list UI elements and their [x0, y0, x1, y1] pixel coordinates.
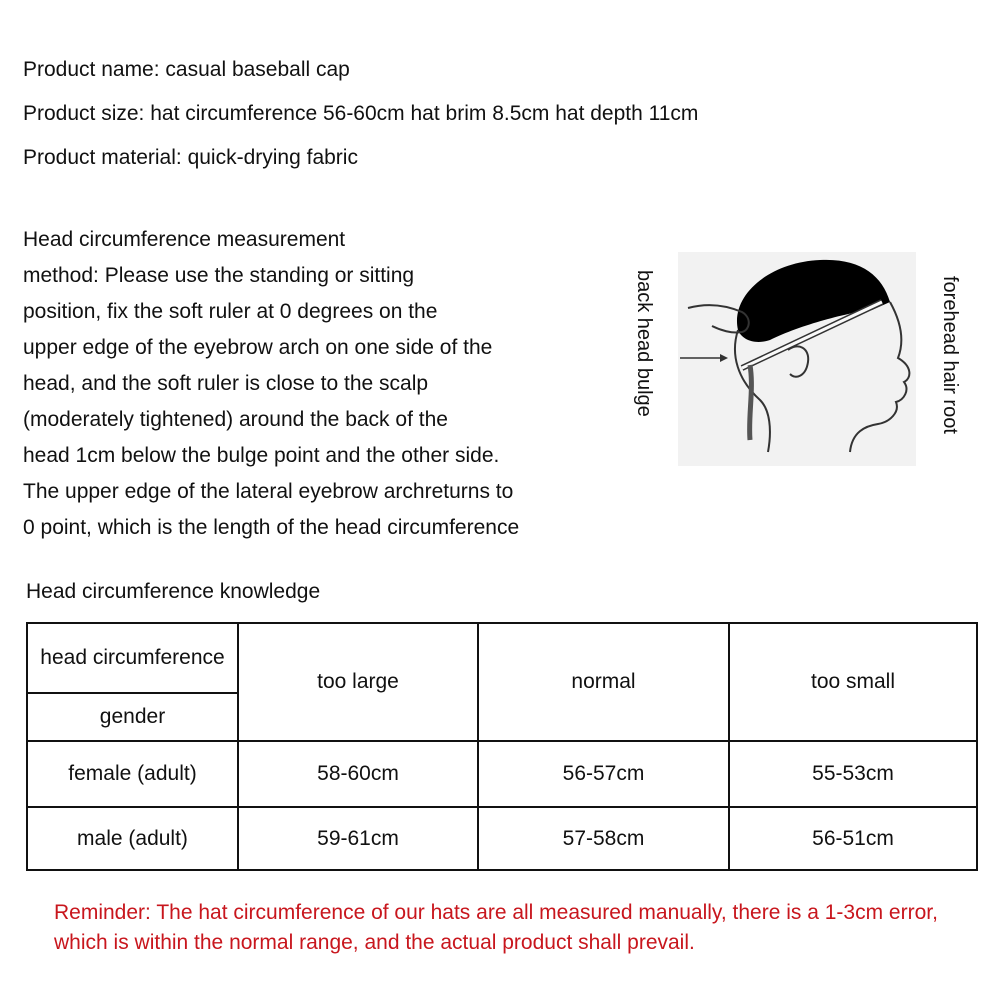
- header-gender: gender: [99, 705, 166, 728]
- method-line: position, fix the soft ruler at 0 degrees on the: [23, 300, 438, 323]
- column-header: too large: [238, 623, 478, 741]
- column-header: too small: [729, 623, 977, 741]
- forehead-label: forehead hair root: [939, 276, 961, 434]
- method-line: Head circumference measurement: [23, 228, 346, 251]
- head-illustration: [620, 240, 980, 480]
- table-header-row: [27, 623, 977, 741]
- head-measurement-figure: [620, 240, 980, 480]
- method-line: (moderately tightened) around the back of the: [23, 408, 448, 431]
- product-size: Product size: hat circumference 56-60cm hat brim 8.5cm hat depth 11cm: [23, 102, 699, 125]
- table-cell: 58-60cm: [238, 741, 478, 807]
- back-head-label: back head bulge: [633, 270, 655, 417]
- header-head-circumference: head circumference: [28, 624, 237, 694]
- product-material: Product material: quick-drying fabric: [23, 146, 358, 169]
- table-cell: 59-61cm: [238, 807, 478, 870]
- method-line: head 1cm below the bulge point and the other side.: [23, 444, 500, 467]
- method-line: method: Please use the standing or sitting: [23, 264, 415, 287]
- table-cell: 56-51cm: [729, 807, 977, 870]
- table-cell: 55-53cm: [729, 741, 977, 807]
- table-row: [27, 807, 977, 870]
- row-label: male (adult): [27, 807, 238, 870]
- table-cell: 56-57cm: [478, 741, 729, 807]
- header-corner-cell: [27, 623, 238, 741]
- reminder-note: Reminder: The hat circumference of our hats are all measured manually, there is a 1-3cm error, which is within the normal range, and the actual product shall prevail.: [54, 901, 938, 954]
- method-line: The upper edge of the lateral eyebrow archreturns to: [23, 480, 514, 503]
- method-line: upper edge of the eyebrow arch on one side of the: [23, 336, 493, 359]
- row-label: female (adult): [27, 741, 238, 807]
- product-name: Product name: casual baseball cap: [23, 58, 350, 81]
- size-table: [26, 622, 978, 871]
- knowledge-title: Head circumference knowledge: [26, 580, 321, 603]
- measurement-method: [23, 222, 519, 546]
- column-header: normal: [478, 623, 729, 741]
- table-row: [27, 741, 977, 807]
- method-line: head, and the soft ruler is close to the scalp: [23, 372, 429, 395]
- method-line: 0 point, which is the length of the head circumference: [23, 516, 520, 539]
- table-cell: 57-58cm: [478, 807, 729, 870]
